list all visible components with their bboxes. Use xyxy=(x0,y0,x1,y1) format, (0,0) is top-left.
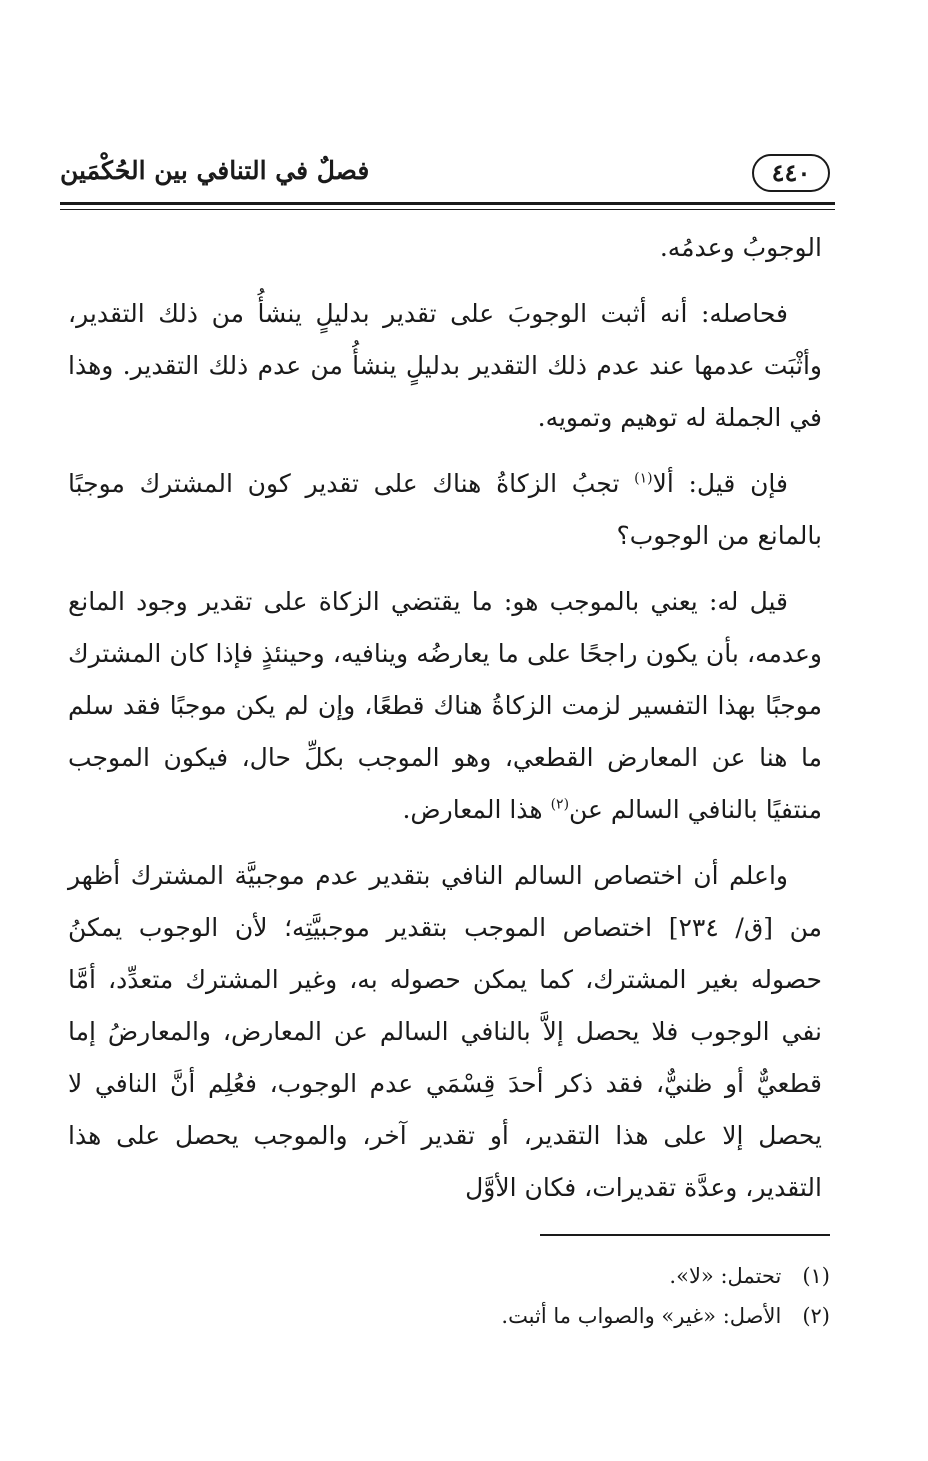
paragraph-text: فإن قيل: ألا xyxy=(652,469,788,498)
footnote-text: الأصل: «غير» والصواب ما أثبت. xyxy=(501,1304,782,1328)
paragraph-text: تجبُ الزكاةُ هناك على تقدير كون المشترك موجبًا بالمانع من الوجوب؟ xyxy=(68,469,822,550)
page-header xyxy=(60,150,830,200)
footnote-marker[interactable]: (١) xyxy=(634,470,653,487)
footnote-marker[interactable]: (٢) xyxy=(550,796,570,813)
header-rule-thick xyxy=(60,202,835,205)
paragraph-text: هذا المعارض. xyxy=(402,795,543,824)
header-rule-thin xyxy=(60,209,835,210)
paragraph-text: فحاصله: أنه أثبت الوجوبَ على تقدير بدليلٍ ينشأُ من ذلك التقدير، وأثْبَت عدمها عند عدم ذلك التقدير بدليلٍ ينشأُ من عدم ذلك التقدير. وهذا في الجملة له توهيم وتمويه. xyxy=(68,299,822,432)
footnote-number: (٢) xyxy=(802,1304,830,1328)
paragraph-2 xyxy=(68,288,822,444)
paragraph-1 xyxy=(68,222,822,274)
footnote-number: (١) xyxy=(802,1264,830,1288)
page-number-badge: ٤٤٠ xyxy=(752,154,830,192)
paragraph-text: واعلم أن اختصاص السالم النافي بتقدير عدم موجبيَّة المشترك أظهر من [ق/ ٢٣٤] اختصاص الموجب بتقدير موجبيَّتِه؛ لأن الوجوب يمكنُ حصوله بغير المشترك، كما يمكن حصوله به، وغير المشترك متعدِّد، أمَّا نفي الوجوب فلا يحصل إلاَّ بالنافي السالم عن المعارض، والمعارضُ إما قطعيٌّ أو ظنيٌّ، فقد ذكر أحدَ قِسْمَي عدم الوجوب، فعُلِم أنَّ النافي لا يحصل إلا على هذا التقدير، أو تقدير آخر، والموجب يحصل على هذا التقدير، وعدَّة تقديرات، فكان الأوَّل xyxy=(68,861,823,1202)
paragraph-text: قيل له: يعني بالموجب هو: ما يقتضي الزكاة على تقدير وجود المانع وعدمه، بأن يكون راجحًا على ما يعارضُه وينافيه، وحينئذٍ فإذا كان المشترك موجبًا بهذا التفسير لزمت الزكاةُ هناك قطعًا، وإن لم يكن موجبًا فقد سلم ما هنا عن المعارض القطعي، وهو الموجب بكلِّ حال، فيكون الموجب منتفيًا بالنافي السالم عن xyxy=(68,587,822,824)
paragraph-text: الوجوبُ وعدمُه. xyxy=(659,233,822,262)
footnote-separator xyxy=(540,1234,830,1236)
main-text xyxy=(68,222,822,1228)
footnote-text: تحتمل: «لا». xyxy=(669,1264,782,1288)
footnotes xyxy=(68,1256,830,1336)
running-title: فصلٌ في التنافي بين الحُكْمَين xyxy=(60,156,370,185)
paragraph-4 xyxy=(68,576,822,836)
footnote-1 xyxy=(68,1256,830,1296)
paragraph-5 xyxy=(68,850,822,1214)
paragraph-3 xyxy=(68,458,822,562)
footnote-2 xyxy=(68,1296,830,1336)
